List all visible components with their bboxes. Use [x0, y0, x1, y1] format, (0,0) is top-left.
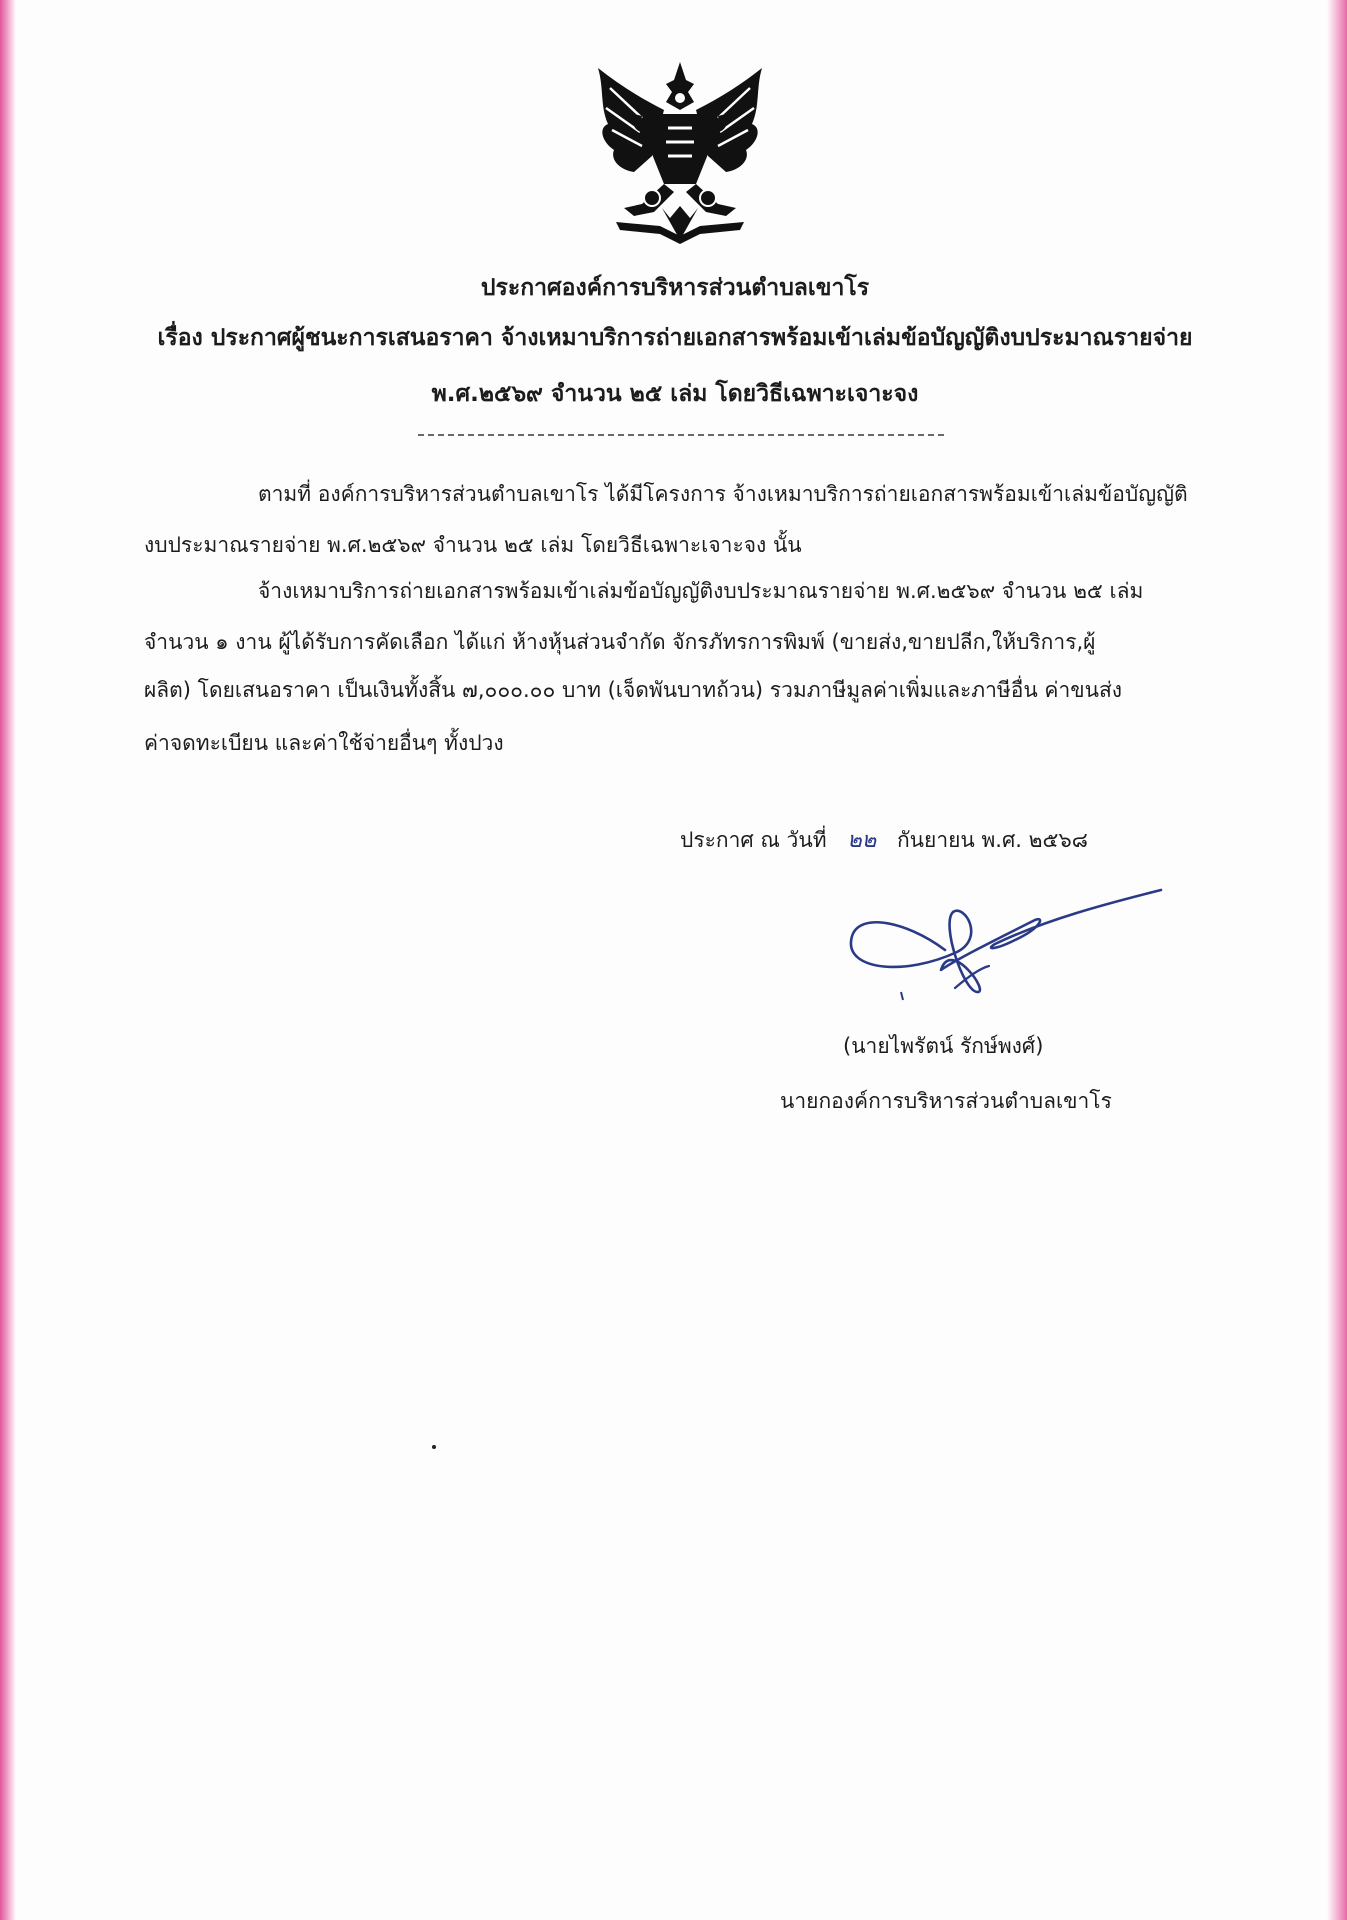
signer-name: (นายไพรัตน์ รักษ์พงศ์) — [843, 1034, 1044, 1058]
body-paragraph-1-line-1: ตามที่ องค์การบริหารส่วนตำบลเขาโร ได้มีโครงการ จ้างเหมาบริการถ่ายเอกสารพร้อมเข้าเล่มข้อบัญญัติ — [258, 482, 1188, 506]
dashed-divider — [418, 434, 944, 436]
scan-edge-right — [1327, 0, 1347, 1920]
announcement-subject-line-1: เรื่อง ประกาศผู้ชนะการเสนอราคา จ้างเหมาบริการถ่ายเอกสารพร้อมเข้าเล่มข้อบัญญัติงบประมาณรายจ่าย — [157, 325, 1193, 351]
scan-edge-left — [0, 0, 16, 1920]
date-suffix: กันยายน พ.ศ. ๒๕๖๘ — [896, 828, 1088, 852]
garuda-emblem — [590, 58, 770, 244]
date-day-handwritten: ๒๒ — [847, 828, 877, 853]
body-paragraph-2-line-1: จ้างเหมาบริการถ่ายเอกสารพร้อมเข้าเล่มข้อบัญญัติงบประมาณรายจ่าย พ.ศ.๒๕๖๙ จำนวน ๒๕ เล่ม — [258, 579, 1144, 603]
date-prefix: ประกาศ ณ วันที่ — [680, 828, 827, 852]
body-paragraph-2-line-2: จำนวน ๑ งาน ผู้ได้รับการคัดเลือก ได้แก่ ห้างหุ้นส่วนจำกัด จักรภัทรการพิมพ์ (ขายส่ง,ขายปลีก,ให้บริการ,ผู้ — [144, 630, 1096, 654]
signer-title: นายกองค์การบริหารส่วนตำบลเขาโร — [780, 1089, 1112, 1113]
scan-speck — [432, 1445, 436, 1449]
announcement-date — [680, 822, 1088, 857]
body-paragraph-2-line-3: ผลิต) โดยเสนอราคา เป็นเงินทั้งสิ้น ๗,๐๐๐.๐๐ บาท (เจ็ดพันบาทถ้วน) รวมภาษีมูลค่าเพิ่มและภาษีอื่น ค่าขนส่ง — [144, 678, 1123, 702]
announcement-issuer: ประกาศองค์การบริหารส่วนตำบลเขาโร — [480, 275, 870, 301]
announcement-subject-line-2: พ.ศ.๒๕๖๙ จำนวน ๒๕ เล่ม โดยวิธีเฉพาะเจาะจง — [431, 381, 919, 407]
body-paragraph-1-line-2: งบประมาณรายจ่าย พ.ศ.๒๕๖๙ จำนวน ๒๕ เล่ม โดยวิธีเฉพาะเจาะจง นั้น — [144, 533, 802, 557]
body-paragraph-2-line-4: ค่าจดทะเบียน และค่าใช้จ่ายอื่นๆ ทั้งปวง — [144, 731, 504, 755]
handwritten-signature — [845, 880, 1165, 1010]
